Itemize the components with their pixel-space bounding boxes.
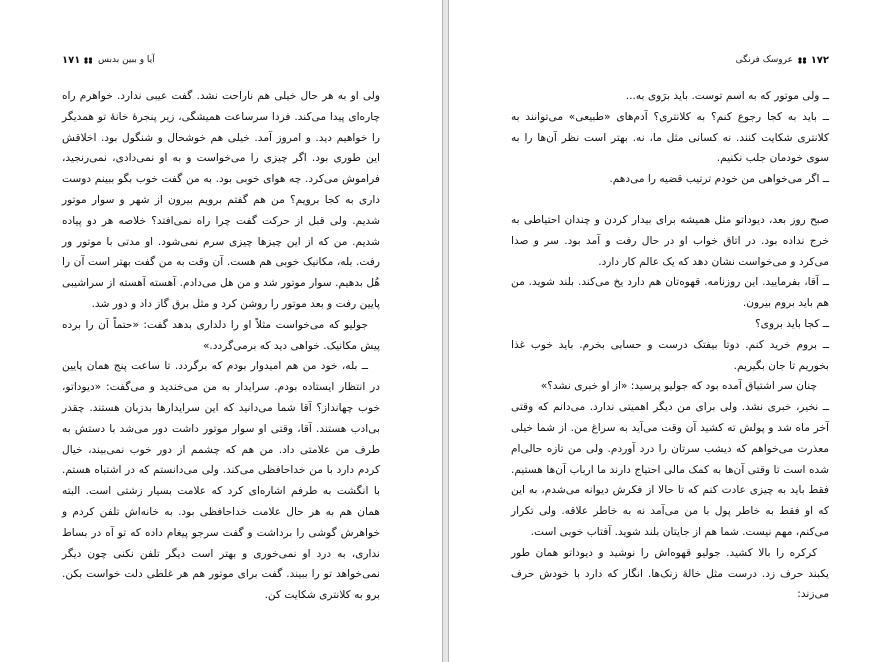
right-running-header: [511, 55, 829, 69]
paragraph: ــ اگر می‌خواهی من خودم ترتیب قضیه را می‌دهم.: [609, 173, 829, 186]
paragraph: ــ ولی موتور که به اسم توست. باید برَوی به...: [625, 90, 829, 102]
left-page: [0, 0, 443, 662]
paragraph: کرکره را بالا کشید. جولیو قهوه‌اش را نوشید و دیوداتو همان طور یکبند حرف زد. درست مثل خالهٔ زنک‌ها. انگار که دارد با خودش حرف می‌زند:: [511, 546, 829, 601]
right-page: [448, 0, 891, 662]
paragraph: ــ بروم خرید کنم. دوتا بیفتک درست و حسابی بخرم. باید خوب غذا بخوریم تا جان بگیریم.: [511, 338, 829, 372]
paragraph: ــ نخیر، خبری نشد. ولی برای من دیگر اهمیتی ندارد. می‌دانم که وقتی آخر ماه شد و پولش ته کشید آن وقت می‌آید به سراغ من. از شما خیلی معذرت می‌خواهم که دیشب سرتان را درد آوردم. ولی من تازه حالی‌ام شده است تا وقتی آن‌ها به کمک مالی احتیاج دارند ما ارباب آن‌ها هستیم. فقط باید به چیزی عادت کنم که تا حالا از فکرش دیوانه می‌شدم، به این که او فقط به خاطر پول با من می‌آمد نه به خاطر علاقه. ولی تکرار می‌کنم، مهم نیست. شما هم از جایتان بلند شوید. آفتاب خوبی است.: [511, 401, 829, 538]
right-body-text: [511, 86, 829, 605]
paragraph: چنان سر اشتیاق آمده بود که جولیو پرسید: «از او خبری نشد؟»: [540, 380, 817, 393]
ornament-icon: [84, 57, 93, 64]
paragraph: صبح روز بعد، دیوداتو مثل همیشه برای بیدار کردن و چندان احتیاطی به خرج نداده بود. در اتاق خواب او در حال رفت و آمد بود. سر و صدا می‌کرد و می‌خواست نشان دهد که یک عالم کار دارد.: [511, 213, 829, 268]
left-page-number: ۱۷۱: [62, 55, 81, 66]
paragraph: ولی او به هر حال خیلی هم ناراحت نشد. گفت عیبی ندارد. خواهرم راه چاره‌ای پیدا می‌کند. فردا سرساعت همیشگی، زیر پنجرهٔ خانهٔ تو همدیگر را خواهیم دید. و امروز آمد. خیلی هم خوشحال و شنگول بود. اخلاقش این طوری بود. اگر چیزی را می‌خواست و به او نمی‌دادی، نمی‌رنجید، فراموش می‌کرد. چه هوای خوبی بود. به من گفت خوب بگو ببینم دوست داری به کجا برویم؟ من هم گفتم برویم بیرون از شهر و سوار موتور شدیم. ولی قبل از حرکت گفت چرا راه نمی‌افتد؟ خلاصه هر دو پیاده شدیم. من که از این چیزها چیزی سرم نمی‌شود. او مدتی با موتور ور رفت. بله، مکانیک خوبی هم هست. آن وقت به من گفت بهتر است آن را هُل بدهیم. سوار موتور شد و من هل می‌دادم. آهسته آهسته از سراشیبی پایین رفت و بعد موتور را روشن کرد و مثل برق گاز داد و دور شد.: [62, 90, 380, 310]
ornament-icon: [798, 57, 807, 64]
left-header-title: آیا و ببین بدبس: [98, 55, 155, 65]
left-body-text: [62, 86, 380, 606]
paragraph: ــ کجا باید بروی؟: [755, 317, 829, 330]
paragraph: ــ آقا، بفرمایید. این روزنامه. قهوه‌تان هم دارد یخ می‌کند. بلند شوید. من هم باید بروم بیرون.: [511, 276, 829, 310]
right-page-number: ۱۷۲: [810, 55, 829, 66]
left-running-header: [62, 55, 380, 69]
paragraph: ــ باید به کجا رجوع کنم؟ به کلانتری؟ آدم‌های «طبیعی» می‌توانند به کلانتری شکایت کنند. نه کسانی مثل ما، نه. بهتر است نظر آن‌ها را به سوی خودمان جلب نکنیم.: [511, 110, 829, 165]
right-header-title: عروسک فرنگی: [735, 55, 793, 65]
paragraph: ــ بله، خود من هم امیدوار بودم که برگردد. تا ساعت پنج همان پایین در انتظار ایستاده بودم. سرایدار به من می‌خندید و می‌گفت: «دیوداتو، خوب چهانداز؟ آقا شما می‌دانید که این سرایدارها بدزبان هستند. چقدر بی‌ادب هستند. آقا، وقتی او سوار موتور داشت دور می‌شد با دستش به طرف من علامتی داد. من هم که چشمم از دور خوب نمی‌بیند، خیال کردم دارد با من خداحافظی می‌کند. ولی می‌دانستم که در اشتباه هستم. با انگشت به طرفم اشاره‌ای کرد که علامت بسیار زشتی است. البته همان هم به هر حال علامت خداحافظی بود. به خانه‌اش تلفن کردم و خواهرش گوشی را برداشت و گفت سرجو پیغام داده که تو آه در بساط نداری، به درد او نمی‌خوری و بهتر است دیگر تلفن نکنی چون دیگر نمی‌خواهد تو را ببیند. گفت برای موتور هم هر غلطی دلت خواست بکن. برو به کلانتری شکایت کن.: [62, 360, 380, 602]
paragraph: جولیو که می‌خواست مثلاً او را دلداری بدهد گفت: «حتماً آن را برده پیش مکانیک. خواهی دید که برمی‌گردد.»: [62, 318, 380, 352]
